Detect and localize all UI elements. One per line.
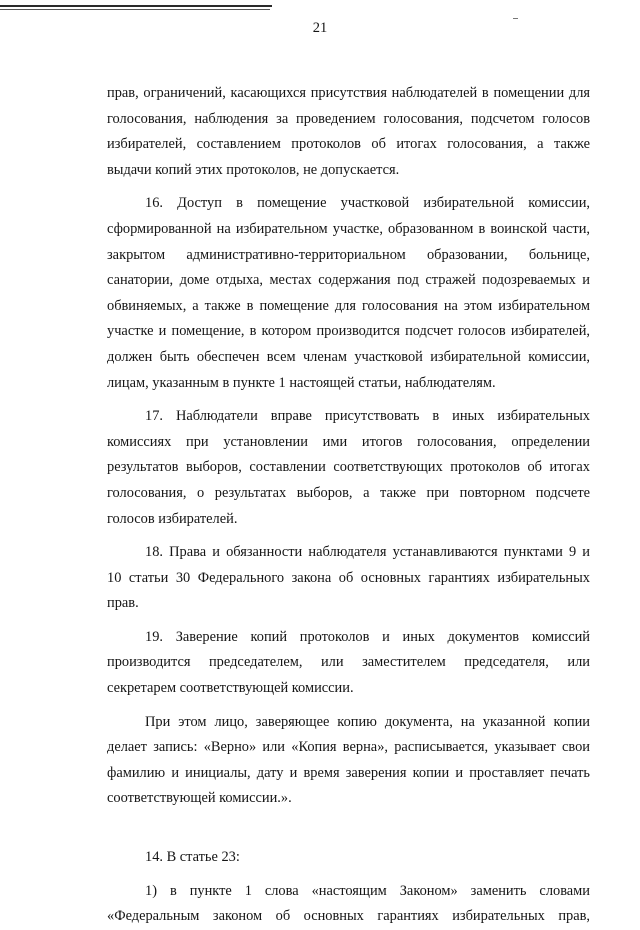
text-line: делает запись: «Верно» или «Копия верна», расписывается, указывает свои [107,739,590,756]
text-line: 16. Доступ в помещение участковой избирательной комиссии, [145,195,590,212]
paragraph-item-18 [107,540,590,617]
text-line: 19. Заверение копий протоколов и иных документов комиссий [145,628,590,645]
text-line: выдачи копий этих протоколов, не допускается. [107,161,400,178]
scan-artifact [513,18,518,19]
text-line: комиссиях при установлении ими итогов голосования, определении [107,433,590,450]
text-line: фамилию и инициалы, дату и время заверения копии и проставляет печать [107,764,590,781]
document-body [107,81,590,930]
text-line: сформированной на избирательном участке, образованном в воинской части, [107,220,590,237]
paragraph-item-17 [107,404,590,532]
paragraph-item-16 [107,191,590,396]
text-line: прав, ограничений, касающихся присутствия наблюдателей в помещении для [107,85,590,101]
text-line: участке и помещение, в котором производится подсчет голосов избирателей, [107,323,590,340]
text-line: закрытом административно-территориальном образовании, больнице, [107,246,590,263]
text-line: секретарем соответствующей комиссии. [107,680,354,697]
text-line: санатории, доме отдыха, местах содержания под стражей подозреваемых и [107,272,590,289]
text-line: прав. [107,595,139,612]
section-heading-14 [107,845,590,871]
page-number: 21 [312,20,328,36]
text-line: производится председателем, или заместителем председателя, или [107,654,590,671]
text-line: обвиняемых, а также в помещение для голосования на этом избирательном [107,297,590,314]
text-line: «Федеральным законом об основных гарантиях избирательных прав, [107,908,590,925]
text-line: 10 статьи 30 Федерального закона об основных гарантиях избирательных [107,569,590,586]
text-line: результатов выборов, составлении соответствующих протоколов об итогах [107,459,590,476]
paragraph-continuation [107,81,590,183]
text-line: 17. Наблюдатели вправе присутствовать в иных избирательных [145,408,590,425]
paragraph-subitem-1 [107,879,590,930]
paragraph-item-19 [107,625,590,702]
text-line: 1) в пункте 1 слова «настоящим Законом» заменить словами [145,882,590,899]
text-line: избирателей, составлением протоколов об итогах голосования, а также [107,136,590,153]
text-line: голосования, о результатах выборов, а также при повторном подсчете [107,484,590,501]
text-line: голосов избирателей. [107,510,238,527]
text-line: голосования, наблюдения за проведением голосования, подсчетом голосов [107,110,590,127]
text-line: должен быть обеспечен всем членам участковой избирательной комиссии, [107,348,590,365]
text-line: 14. В статье 23: [145,849,240,866]
scan-edge-line-thin [0,9,270,10]
text-line: При этом лицо, заверяющее копию документа, на указанной копии [145,713,590,730]
text-line: соответствующей комиссии.». [107,790,292,807]
text-line: лицам, указанным в пункте 1 настоящей статьи, наблюдателям. [107,374,496,391]
scan-edge-line [0,5,272,7]
paragraph-certification [107,710,590,812]
text-line: 18. Права и обязанности наблюдателя устанавливаются пунктами 9 и [145,544,590,561]
